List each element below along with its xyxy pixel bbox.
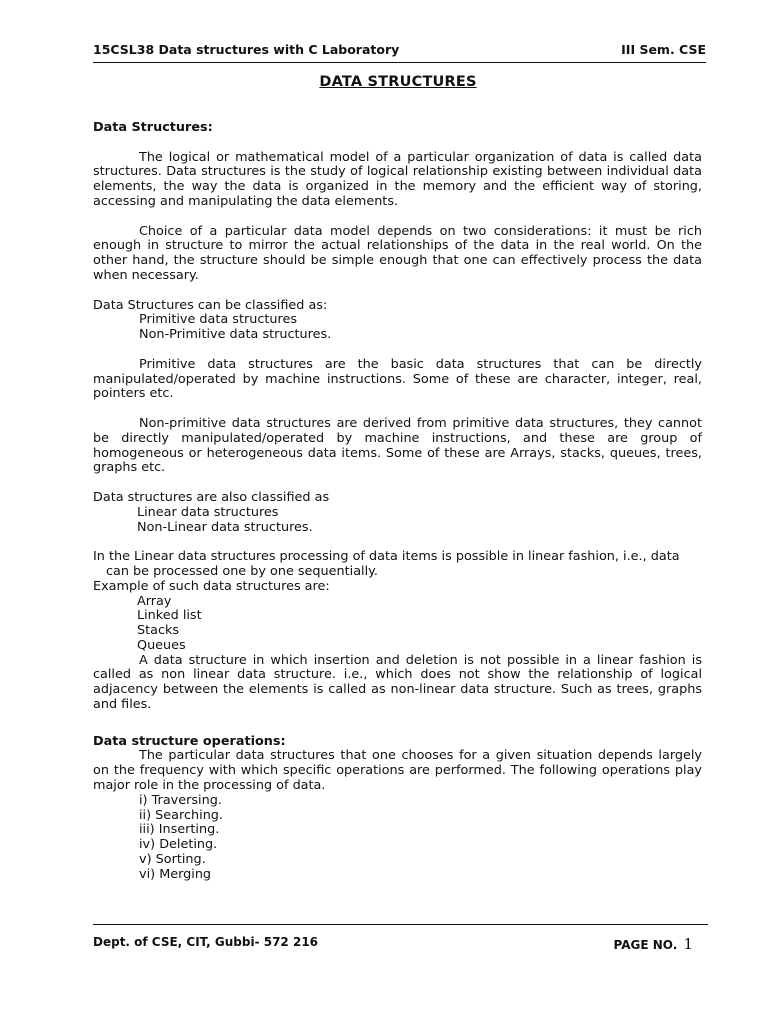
page-number-label: PAGE NO. <box>613 938 678 952</box>
example-item: Linked list <box>137 608 202 624</box>
paragraph-operations: The particular data structures that one chooses for a given situation depends largely on the frequency with which specific operations are performed. The following operations play major role in the processing of data. <box>93 748 702 794</box>
section-heading-data-structures: Data Structures: <box>93 120 213 135</box>
example-item: Queues <box>137 637 186 653</box>
paragraph-primitive: Primitive data structures are the basic data structures that can be directly manipulated/operated by machine instructions. Some of these are character, integer, real, pointers etc. <box>93 356 702 402</box>
example-item: Stacks <box>137 623 180 639</box>
classification-item: Primitive data structures <box>139 312 298 328</box>
header-semester: III Sem. CSE <box>621 42 706 57</box>
footer-page-number <box>614 935 693 953</box>
footer-department: Dept. of CSE, CIT, Gubbi- 572 216 <box>93 935 319 949</box>
paragraph-non-linear: A data structure in which insertion and deletion is not possible in a linear fashion is called as non linear data structure. i.e., which does not show the relationship of logical adjacency between the elements is called as non-linear data structure. Such as trees, graphs and files. <box>93 652 702 713</box>
footer-divider <box>93 924 708 925</box>
page-title: DATA STRUCTURES <box>319 74 477 90</box>
page-number-value: 1 <box>683 935 693 953</box>
operation-item: i) Traversing. <box>139 792 222 808</box>
operation-item: ii) Searching. <box>139 807 223 823</box>
also-classified-item: Non-Linear data structures. <box>137 519 313 535</box>
operation-item: v) Sorting. <box>139 852 206 868</box>
classification-item: Non-Primitive data structures. <box>139 327 332 343</box>
section-heading-operations: Data structure operations: <box>93 733 286 749</box>
operation-item: vi) Merging <box>139 866 212 882</box>
paragraph-choice-of-model: Choice of a particular data model depends on two considerations: it must be rich enough in structure to mirror the actual relationships of the data in the real world. On the other hand, the structure should be simple enough that one can effectively process the data when necessary. <box>93 223 702 283</box>
paragraph-linear: In the Linear data structures processing of data items is possible in linear fashion, i.e., data can be processed one by one sequentially. <box>93 549 680 579</box>
example-intro: Example of such data structures are: <box>93 578 330 594</box>
operation-item: iv) Deleting. <box>139 837 218 853</box>
also-classified-intro: Data structures are also classified as <box>93 489 330 505</box>
paragraph-definition: The logical or mathematical model of a particular organization of data is called data structures. Data structures is the study of logical relationship existing between individual data elements, the way the data is organized in the memory and the efficient way of storing, accessing and manipulating the data elements. <box>93 149 702 209</box>
classification-intro: Data Structures can be classified as: <box>93 297 328 313</box>
example-item: Array <box>137 593 172 609</box>
paragraph-non-primitive: Non-primitive data structures are derived from primitive data structures, they cannot be directly manipulated/operated by machine instructions, and these are group of homogeneous or heterogeneous data items. Some of these are Arrays, stacks, queues, trees, graphs etc. <box>93 415 702 476</box>
header-divider <box>93 62 706 63</box>
operation-item: iii) Inserting. <box>139 822 220 838</box>
header-course-title: 15CSL38 Data structures with C Laboratory <box>93 42 400 57</box>
also-classified-item: Linear data structures <box>137 504 279 520</box>
document-body <box>93 121 702 883</box>
